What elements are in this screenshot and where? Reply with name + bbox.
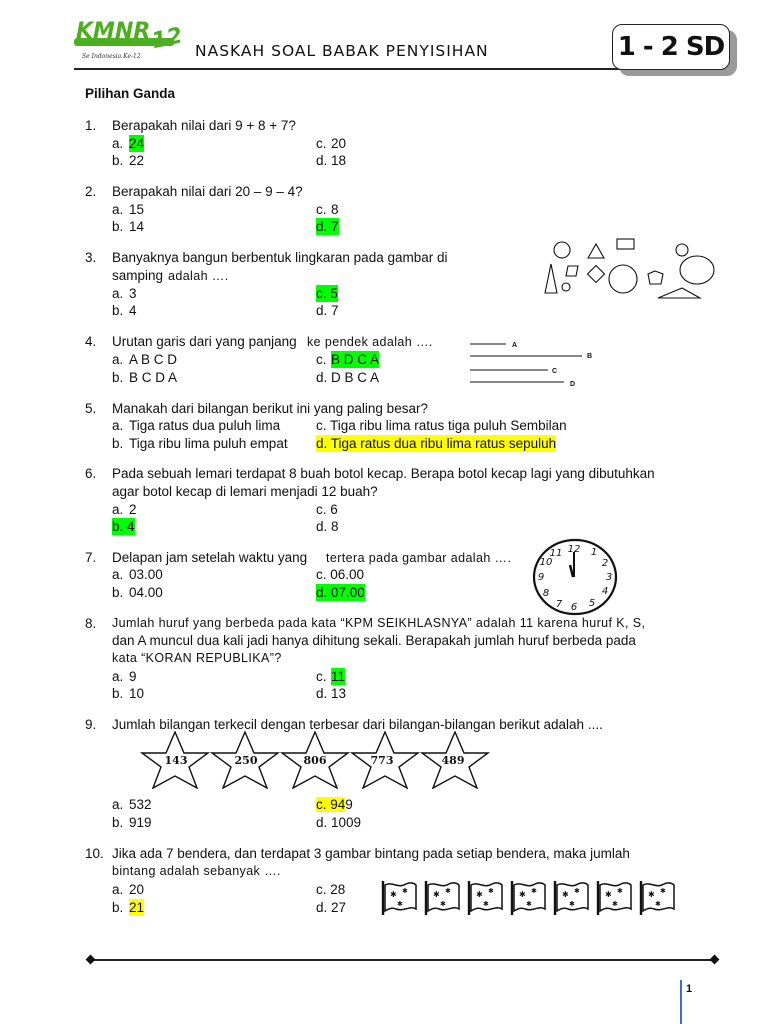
clock-numeral: 10 <box>539 557 553 568</box>
clock-numeral: 3 <box>605 572 613 583</box>
question-text: Manakah dari bilangan berikut ini yang paling besar? <box>112 401 428 416</box>
rectangle-shape <box>617 239 634 249</box>
option-label: a. <box>112 882 124 897</box>
question-text: tertera pada gambar adalah …. <box>326 551 512 565</box>
option-label: a. <box>112 669 124 684</box>
option-label: b. <box>112 303 124 318</box>
option-b: 04.00 <box>129 585 163 600</box>
option-label: c. <box>316 202 327 217</box>
option-b: 21 <box>129 900 145 915</box>
header-title: NASKAH SOAL BABAK PENYISIHAN <box>195 42 489 60</box>
question-number: 6. <box>85 466 97 481</box>
option-d: d. 1009 <box>316 815 362 830</box>
option-a: Tiga ratus dua puluh lima <box>129 418 281 433</box>
clock-numeral: 9 <box>537 572 545 583</box>
flags-figure <box>380 879 685 919</box>
question-text: Jumlah huruf yang berbeda pada kata “KPM SEIKHLASNYA” adalah 11 karena huruf K, S, <box>112 616 646 630</box>
option-b: 10 <box>129 686 145 701</box>
star-number: 806 <box>303 754 327 767</box>
option-c: c. 28 <box>316 882 346 897</box>
question-text: dan A muncul dua kali jadi hanya dihitung sekali. Berapakah jumlah huruf berbeda pada <box>112 633 636 648</box>
option-label: a. <box>112 502 124 517</box>
option-d: d. 07.00 <box>316 585 365 600</box>
header-rule <box>74 68 706 70</box>
option-d: d. D B C A <box>316 370 380 385</box>
option-label: a. <box>112 418 124 433</box>
star-number: 250 <box>234 754 258 767</box>
option-label: d. <box>316 303 328 318</box>
question-number: 3. <box>85 250 97 265</box>
parallelogram-shape <box>566 266 578 276</box>
stars-figure <box>140 731 490 789</box>
question-text: Delapan jam setelah waktu yang <box>112 550 308 565</box>
flag-icon <box>512 881 545 915</box>
clock-numeral: 8 <box>542 588 550 599</box>
triangle-shape <box>658 288 700 298</box>
question-text: adalah …. <box>168 269 229 283</box>
question-number: 7. <box>85 550 97 565</box>
option-label: c. <box>316 136 327 151</box>
option-label: a. <box>112 797 124 812</box>
option-label: b. <box>112 153 124 168</box>
star-number: 143 <box>164 754 188 767</box>
question-text: Berapakah nilai dari 20 – 9 – 4? <box>112 184 303 199</box>
option-d: d. 27 <box>316 900 347 915</box>
option-b: b. 4 <box>112 519 135 534</box>
option-label: b. <box>112 370 124 385</box>
triangle-shape <box>588 244 604 258</box>
option-label: a. <box>112 567 124 582</box>
flag-icon <box>383 881 416 915</box>
clock-numeral: 12 <box>567 544 581 555</box>
triangle-shape <box>545 264 557 293</box>
option-c: 20 <box>331 136 347 151</box>
option-a: 3 <box>129 286 137 301</box>
option-label: b. <box>112 436 124 451</box>
option-d: d. Tiga ratus dua ribu lima ratus sepuluh <box>316 436 557 451</box>
option-b: 14 <box>129 219 145 234</box>
flag-icon <box>598 881 631 915</box>
option-a: 20 <box>129 882 145 897</box>
option-c: c. 6 <box>316 502 338 517</box>
option-c: c. 06.00 <box>316 567 365 582</box>
shapes-figure <box>538 236 722 300</box>
question-text: ke pendek adalah …. <box>307 335 433 349</box>
option-label: a. <box>112 136 124 151</box>
footer-diamond-right <box>710 955 720 965</box>
option-b: 4 <box>129 303 137 318</box>
option-c-rest: 9 <box>345 797 353 812</box>
option-c: 8 <box>331 202 339 217</box>
option-b: 919 <box>129 815 152 830</box>
clock-numeral: 6 <box>570 602 578 613</box>
clock-figure <box>530 538 620 618</box>
option-c: c. 5 <box>316 286 338 301</box>
circle-shape <box>676 244 688 256</box>
circle-shape <box>554 242 570 258</box>
question-number: 1. <box>85 118 97 133</box>
option-label: a. <box>112 286 124 301</box>
question-number: 10. <box>85 846 104 861</box>
question-text: agar botol kecap di lemari menjadi 12 buah? <box>112 484 378 499</box>
option-a: 9 <box>129 669 137 684</box>
option-label: b. <box>112 900 124 915</box>
clock-numeral: 5 <box>588 598 596 609</box>
flag-icon <box>641 881 674 915</box>
question-text: Banyaknya bangun berbentuk lingkaran pada gambar di <box>112 250 448 265</box>
option-b: 22 <box>129 153 145 168</box>
footer-rule <box>90 959 716 961</box>
question-text: kata “KORAN REPUBLIKA”? <box>112 651 282 665</box>
clock-numeral: 11 <box>549 548 563 559</box>
circle-shape <box>562 283 570 291</box>
lines-figure <box>468 336 608 388</box>
grade-badge: 1 - 2 SD <box>612 24 730 70</box>
line-label: C <box>552 368 558 375</box>
question-number: 2. <box>85 184 97 199</box>
page-number: 1 <box>686 983 693 995</box>
line-label: A <box>512 342 518 349</box>
option-c: 11 <box>331 669 346 684</box>
option-c-highlight: c. 94 <box>316 797 346 812</box>
circle-shape <box>609 265 637 293</box>
option-label: d. <box>316 153 328 168</box>
option-a: 24 <box>129 136 145 151</box>
option-label: b. <box>112 815 124 830</box>
circle-shape <box>680 256 714 284</box>
question-number: 5. <box>85 401 97 416</box>
question-text: samping <box>112 268 164 283</box>
option-b: B C D A <box>129 370 178 385</box>
clock-numeral: 7 <box>555 599 563 610</box>
clock-numeral: 4 <box>601 586 609 597</box>
clock-numeral: 2 <box>601 558 609 569</box>
diamond-shape <box>588 266 605 283</box>
option-label: c. <box>316 352 327 367</box>
line-label: B <box>587 353 593 360</box>
option-label: b. <box>112 585 124 600</box>
option-b: Tiga ribu lima puluh empat <box>129 436 288 451</box>
section-heading: Pilihan Ganda <box>85 86 176 101</box>
star-number: 489 <box>441 754 465 767</box>
question-text: Pada sebuah lemari terdapat 8 buah botol kecap. Berapa botol kecap lagi yang dibutuhkan <box>112 466 655 481</box>
option-c <box>316 796 353 813</box>
kmnr-logo <box>74 16 186 74</box>
option-a: 532 <box>129 797 152 812</box>
question-text: Urutan garis dari yang panjang <box>112 334 297 349</box>
hour-hand <box>570 565 573 577</box>
logo-tagline: Se Indonesia Ke-12 <box>82 53 141 60</box>
option-label: b. <box>112 686 124 701</box>
option-label: c. <box>316 669 327 684</box>
logo-number: 12 <box>149 23 185 55</box>
option-label: b. <box>112 219 124 234</box>
clock-numeral: 1 <box>590 547 598 558</box>
option-c: c. Tiga ribu lima ratus tiga puluh Sembilan <box>316 418 567 433</box>
flag-icon <box>426 881 459 915</box>
question-number: 4. <box>85 334 97 349</box>
option-c: B D C A <box>331 352 380 367</box>
logo-text: KMNR <box>76 19 151 44</box>
question-text: bintang adalah sebanyak …. <box>112 864 281 878</box>
option-label: a. <box>112 352 124 367</box>
option-d: d. 13 <box>316 686 347 701</box>
option-a: 03.00 <box>129 567 163 582</box>
option-label: a. <box>112 202 124 217</box>
flag-icon <box>555 881 588 915</box>
option-a: A B C D <box>129 352 178 367</box>
option-a: 15 <box>129 202 145 217</box>
question-text: Jika ada 7 bendera, dan terdapat 3 gambar bintang pada setiap bendera, maka jumlah <box>112 846 630 861</box>
question-text: Jumlah bilangan terkecil dengan terbesar dari bilangan-bilangan berikut adalah .... <box>112 717 603 732</box>
footer-diamond-left <box>86 955 96 965</box>
pentagon-shape <box>648 271 663 284</box>
star-number: 773 <box>370 754 394 767</box>
option-d: d. 7 <box>316 219 339 234</box>
question-text: Berapakah nilai dari 9 + 8 + 7? <box>112 118 296 133</box>
option-a: 2 <box>129 502 137 517</box>
line-label: D <box>570 381 576 388</box>
flag-icon <box>469 881 502 915</box>
question-number: 9. <box>85 717 97 732</box>
option-d: 18 <box>331 153 347 168</box>
option-d: 7 <box>331 303 339 318</box>
option-d: d. 8 <box>316 519 339 534</box>
question-number: 8. <box>85 616 97 631</box>
page-number-bar <box>680 980 682 1024</box>
